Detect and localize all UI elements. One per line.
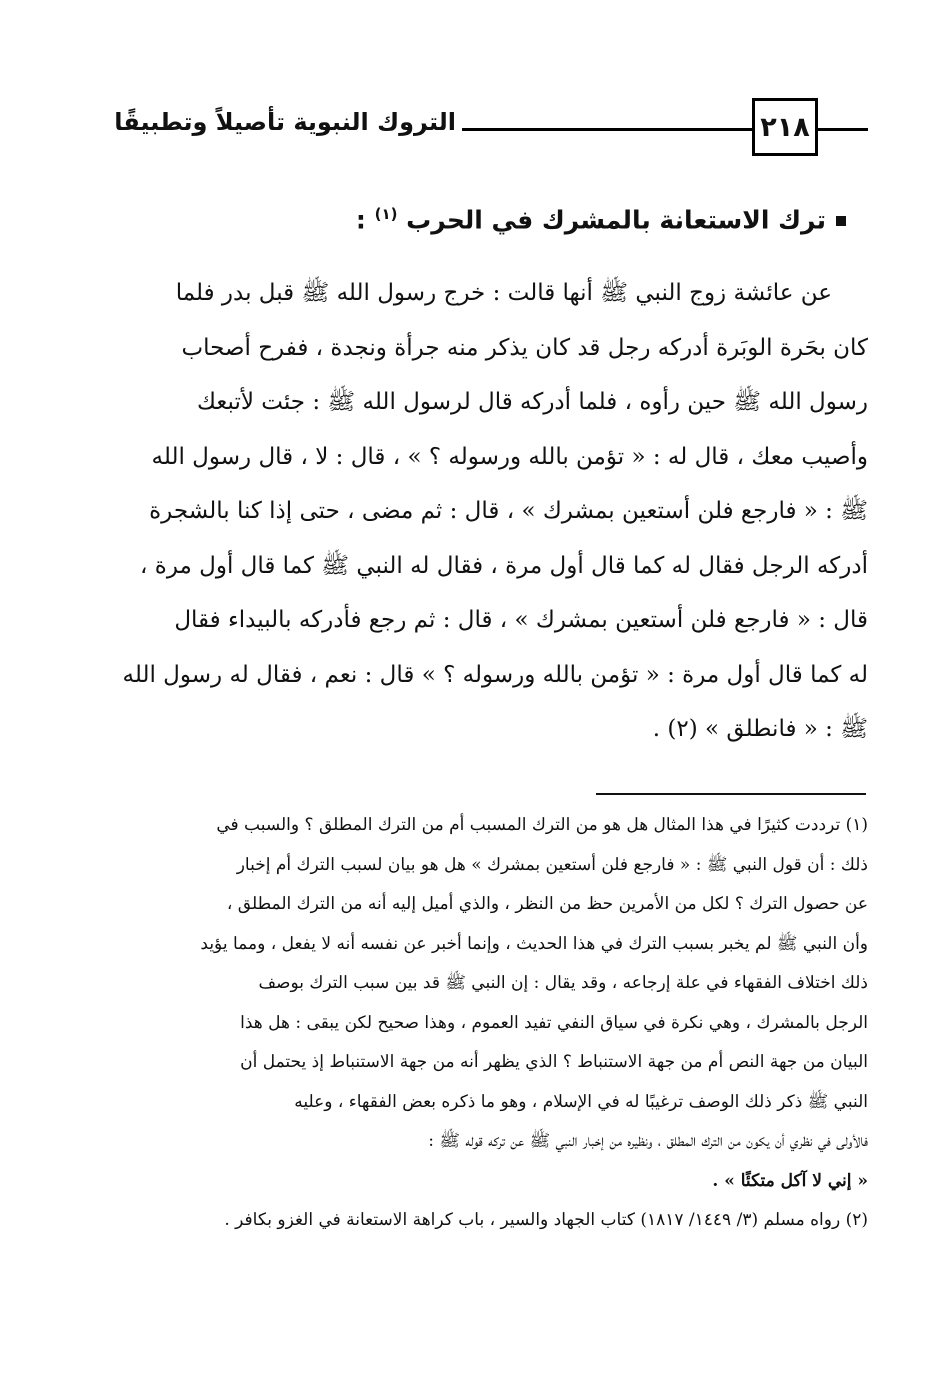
body-line: وأصيب معك ، قال له : « تؤمن بالله ورسوله ؟ » ، قال : لا ، قال رسول الله: [151, 443, 868, 470]
footnote-line: (٢) رواه مسلم (٣/ ١٤٤٩/ ١٨١٧) كتاب الجهاد والسير ، باب كراهة الاستعانة في الغزو بكافر .: [224, 1210, 868, 1230]
page-number: ٢١٨: [760, 111, 810, 143]
footnote-line: ذلك اختلاف الفقهاء في علة إرجاعه ، وقد يقال : إن النبي ﷺ قد بين سبب الترك بوصف: [258, 973, 868, 993]
footnote-line: البيان من جهة النص أم من جهة الاستنباط ؟ الذي يظهر أنه من جهة الاستنباط إذ يحتمل أن: [240, 1052, 868, 1072]
page-header: [62, 98, 868, 160]
footnote-line: ذلك : أن قول النبي ﷺ : « فارجع فلن أستعين بمشرك » هل هو بيان لسبب الترك أم إخبار: [236, 854, 868, 875]
footnote-line: فالأولى في نظري أن يكون من الترك المطلق ، ونظيره من إخبار النبي ﷺ عن تركه قوله ﷺ :: [428, 1131, 868, 1151]
footnote-line: « إني لا آكل متكئًا » .: [712, 1170, 868, 1191]
body-line: أدركه الرجل فقال له كما قال أول مرة ، فقال له النبي ﷺ كما قال أول مرة ،: [140, 552, 868, 579]
body-text: [72, 266, 868, 757]
heading-colon: :: [355, 205, 366, 235]
section-title: ترك الاستعانة بالمشرك في الحرب: [406, 205, 826, 235]
footnote-line: الرجل بالمشرك ، وهي نكرة في سياق النفي تفيد العموم ، وهذا صحيح لكن يبقى : هل هذا: [240, 1012, 868, 1033]
body-line: ﷺ : « فارجع فلن أستعين بمشرك » ، قال : ثم مضى ، حتى إذا كنا بالشجرة: [149, 498, 868, 524]
footnote-line: (١) ترددت كثيرًا في هذا المثال هل هو من الترك المسبب أم من الترك المطلق ؟ والسبب في: [216, 815, 868, 835]
footnote-marker: (١): [374, 205, 398, 223]
body-line: عن عائشة زوج النبي ﷺ أنها قالت : خرج رسول الله ﷺ قبل بدر فلما: [175, 280, 832, 306]
footnote-line: النبي ﷺ ذكر ذلك الوصف ترغيبًا له في الإسلام ، وهو ما ذكره بعض الفقهاء ، وعليه: [294, 1091, 868, 1112]
body-line: له كما قال أول مرة : « تؤمن بالله ورسوله ؟ » قال : نعم ، فقال له رسول الله: [122, 661, 868, 688]
footnote-line: وأن النبي ﷺ لم يخبر بسبب الترك في هذا الحديث ، وإنما أخبر عن نفسه أنه لا يفعل ، ومما يؤيد: [200, 933, 868, 954]
footnotes: [72, 806, 868, 1241]
body-line: قال : « فارجع فلن أستعين بمشرك » ، قال : ثم رجع فأدركه بالبيداء فقال: [174, 607, 868, 633]
header-rule: [462, 128, 752, 131]
footnote-line: عن حصول الترك ؟ لكل من الأمرين حظ من النظر ، والذي أميل إليه أنه من الترك المطلق ،: [226, 894, 868, 914]
square-bullet-icon: [836, 216, 846, 226]
page-number-box: [752, 98, 818, 156]
body-line: رسول الله ﷺ حين رأوه ، فلما أدركه قال لرسول الله ﷺ : جئت لأتبعك: [197, 389, 868, 415]
section-heading: [356, 205, 846, 234]
header-rule: [818, 128, 868, 131]
body-line: ﷺ : « فانطلق » (٢) .: [652, 716, 868, 742]
footnote-separator: [596, 793, 866, 795]
body-line: كان بحَرة الوبَرة أدركه رجل قد كان يذكر منه جرأة ونجدة ، ففرح أصحاب: [181, 334, 868, 361]
running-title: التروك النبوية تأصيلاً وتطبيقًا: [114, 108, 456, 136]
